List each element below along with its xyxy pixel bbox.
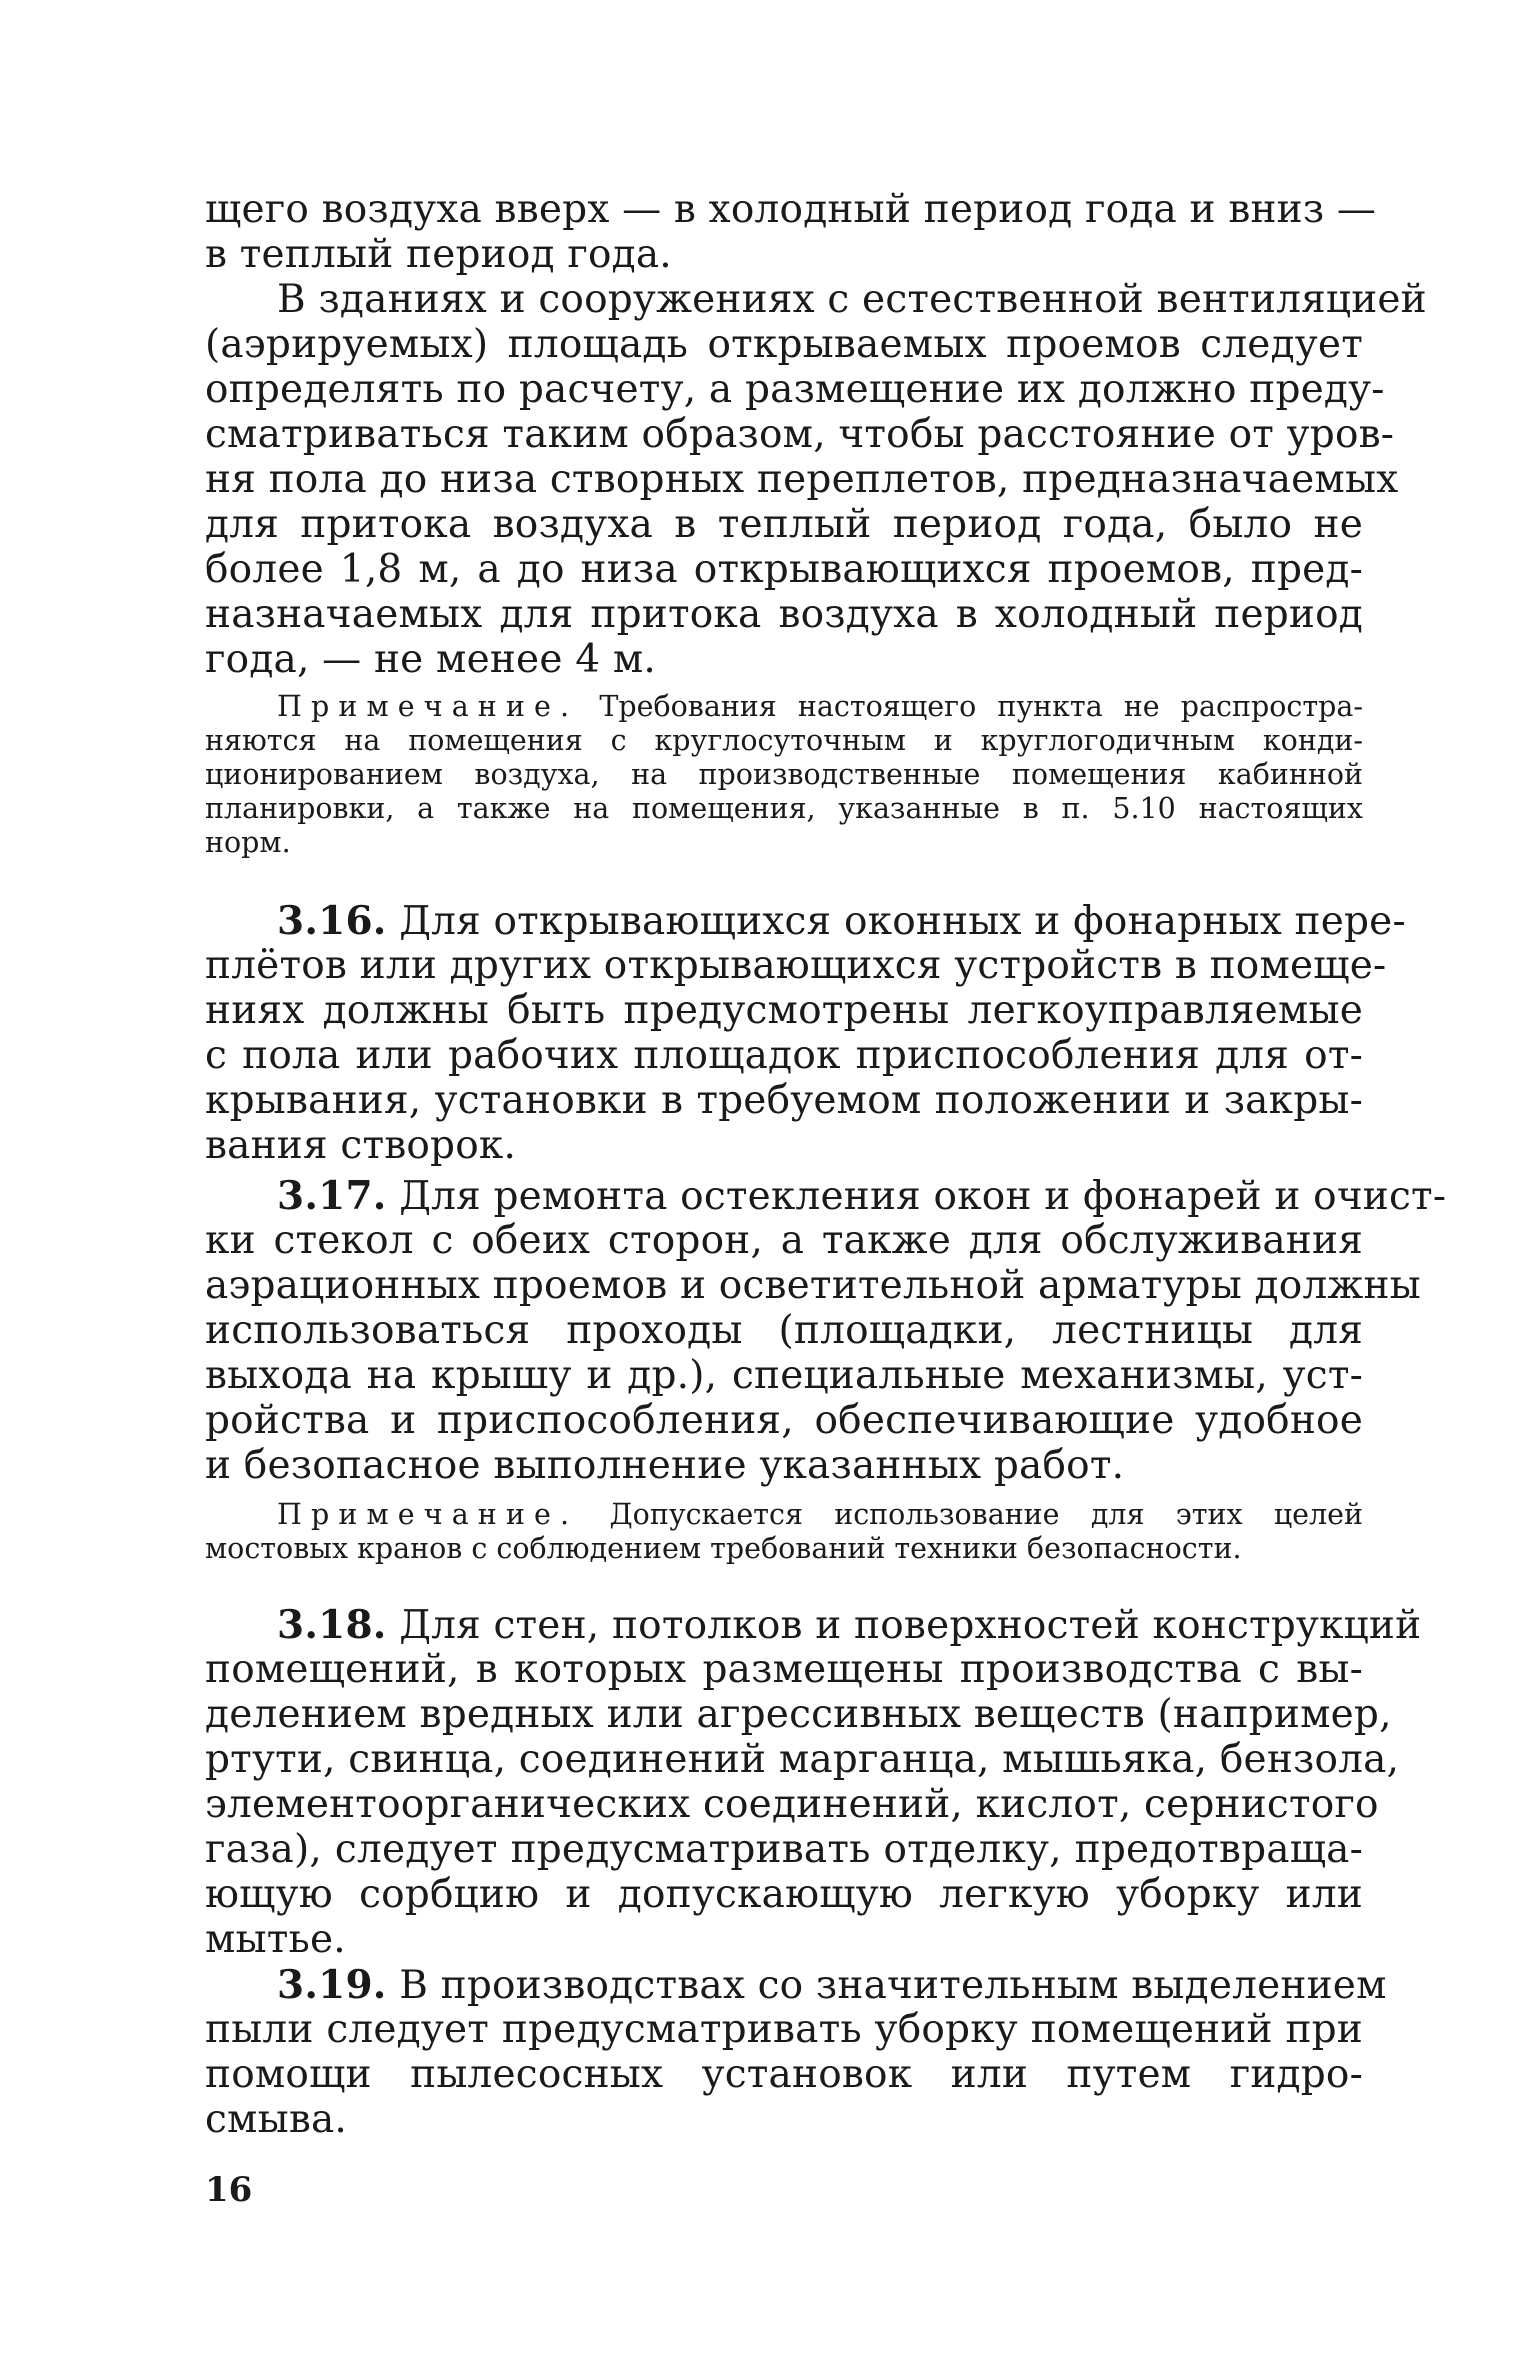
- section-3-17-line-2: ки стекол с обеих сторон, а также для обслуживания: [205, 1218, 1363, 1263]
- aeration-line-9: года, — не менее 4 м.: [205, 637, 656, 682]
- section-3-18-number: 3.18.: [277, 1602, 387, 1648]
- section-3-16-line-2: плётов или других открывающихся устройств в помеще-: [205, 943, 1387, 988]
- section-3-18-line-5: элементоорганических соединений, кислот, сернистого: [205, 1782, 1379, 1827]
- section-3-18-line-3: делением вредных или агрессивных веществ (например,: [205, 1692, 1392, 1737]
- section-3-17-line-3: аэрационных проемов и осветительной арматуры должны: [205, 1263, 1421, 1308]
- section-3-19-number: 3.19.: [277, 1962, 387, 2008]
- note1-line-2: няются на помещения с круглосуточным и круглогодичным конди-: [205, 724, 1363, 757]
- section-3-16-line-3: ниях должны быть предусмотрены легкоуправляемые: [205, 988, 1363, 1033]
- note1-line-1: [277, 690, 1363, 724]
- section-3-19-line-2: пыли следует предусматривать уборку помещений при: [205, 2007, 1363, 2052]
- section-3-16-line-6: вания створок.: [205, 1123, 517, 1168]
- section-3-16-line-1: [277, 898, 1406, 944]
- section-3-19-line-1: [277, 1962, 1387, 2008]
- aeration-line-6: для притока воздуха в теплый период года, было не: [205, 502, 1363, 547]
- aeration-line-7: более 1,8 м, а до низа открывающихся проемов, пред-: [205, 547, 1363, 592]
- section-3-16-line-5: крывания, установки в требуемом положении и закры-: [205, 1078, 1363, 1123]
- aeration-line-4: сматриваться таким образом, чтобы расстояние от уров-: [205, 412, 1395, 457]
- note2-line-2: мостовых кранов с соблюдением требований техники безопасности.: [205, 1532, 1242, 1565]
- aeration-line-3: определять по расчету, а размещение их должно преду-: [205, 367, 1385, 412]
- note1-label: Примечание.: [277, 690, 579, 723]
- section-3-18-line-2: помещений, в которых размещены производства с вы-: [205, 1647, 1363, 1692]
- intro-line-1: щего воздуха вверх — в холодный период года и вниз —: [205, 187, 1377, 232]
- aeration-line-1: В зданиях и сооружениях с естественной вентиляцией: [277, 277, 1427, 322]
- note1-line-3: ционированием воздуха, на производственные помещения кабинной: [205, 758, 1363, 791]
- section-3-19-line-4: смыва.: [205, 2097, 348, 2142]
- section-3-17-first-text: Для ремонта остекления окон и фонарей и очист-: [399, 1174, 1447, 1219]
- section-3-16-number: 3.16.: [277, 898, 387, 944]
- note2-line-1: [277, 1498, 1363, 1532]
- section-3-17-line-7: и безопасное выполнение указанных работ.: [205, 1443, 1125, 1488]
- aeration-line-2: (аэрируемых) площадь открываемых проемов следует: [205, 322, 1363, 367]
- note1-line-5: норм.: [205, 826, 291, 859]
- section-3-17-line-5: выхода на крышу и др.), специальные механизмы, уст-: [205, 1353, 1363, 1398]
- section-3-18-line-6: газа), следует предусматривать отделку, предотвраща-: [205, 1827, 1363, 1872]
- note2-first-text: Допускается использование для этих целей: [609, 1498, 1363, 1531]
- section-3-19-first-text: В производствах со значительным выделением: [399, 1963, 1387, 2008]
- section-3-17-line-4: использоваться проходы (площадки, лестницы для: [205, 1308, 1363, 1353]
- section-3-17-number: 3.17.: [277, 1173, 387, 1219]
- aeration-line-8: назначаемых для притока воздуха в холодный период: [205, 592, 1363, 637]
- section-3-18-line-8: мытье.: [205, 1917, 346, 1962]
- section-3-16-first-text: Для открывающихся оконных и фонарных пере-: [399, 899, 1406, 944]
- section-3-18-line-1: [277, 1602, 1422, 1648]
- section-3-17-line-6: ройства и приспособления, обеспечивающие удобное: [205, 1398, 1363, 1443]
- page-number: 16: [205, 2170, 253, 2210]
- intro-line-2: в теплый период года.: [205, 232, 672, 277]
- section-3-18-line-4: ртути, свинца, соединений марганца, мышьяка, бензола,: [205, 1737, 1400, 1782]
- aeration-line-5: ня пола до низа створных переплетов, предназначаемых: [205, 457, 1399, 502]
- note1-first-text: Требования настоящего пункта не распростра-: [599, 690, 1363, 723]
- section-3-18-first-text: Для стен, потолков и поверхностей конструкций: [399, 1603, 1422, 1648]
- note2-label: Примечание.: [277, 1498, 579, 1531]
- section-3-19-line-3: помощи пылесосных установок или путем гидро-: [205, 2052, 1363, 2097]
- section-3-16-line-4: с пола или рабочих площадок приспособления для от-: [205, 1033, 1363, 1078]
- section-3-18-line-7: ющую сорбцию и допускающую легкую уборку или: [205, 1872, 1363, 1917]
- note1-line-4: планировки, а также на помещения, указанные в п. 5.10 настоящих: [205, 792, 1363, 825]
- section-3-17-line-1: [277, 1173, 1447, 1219]
